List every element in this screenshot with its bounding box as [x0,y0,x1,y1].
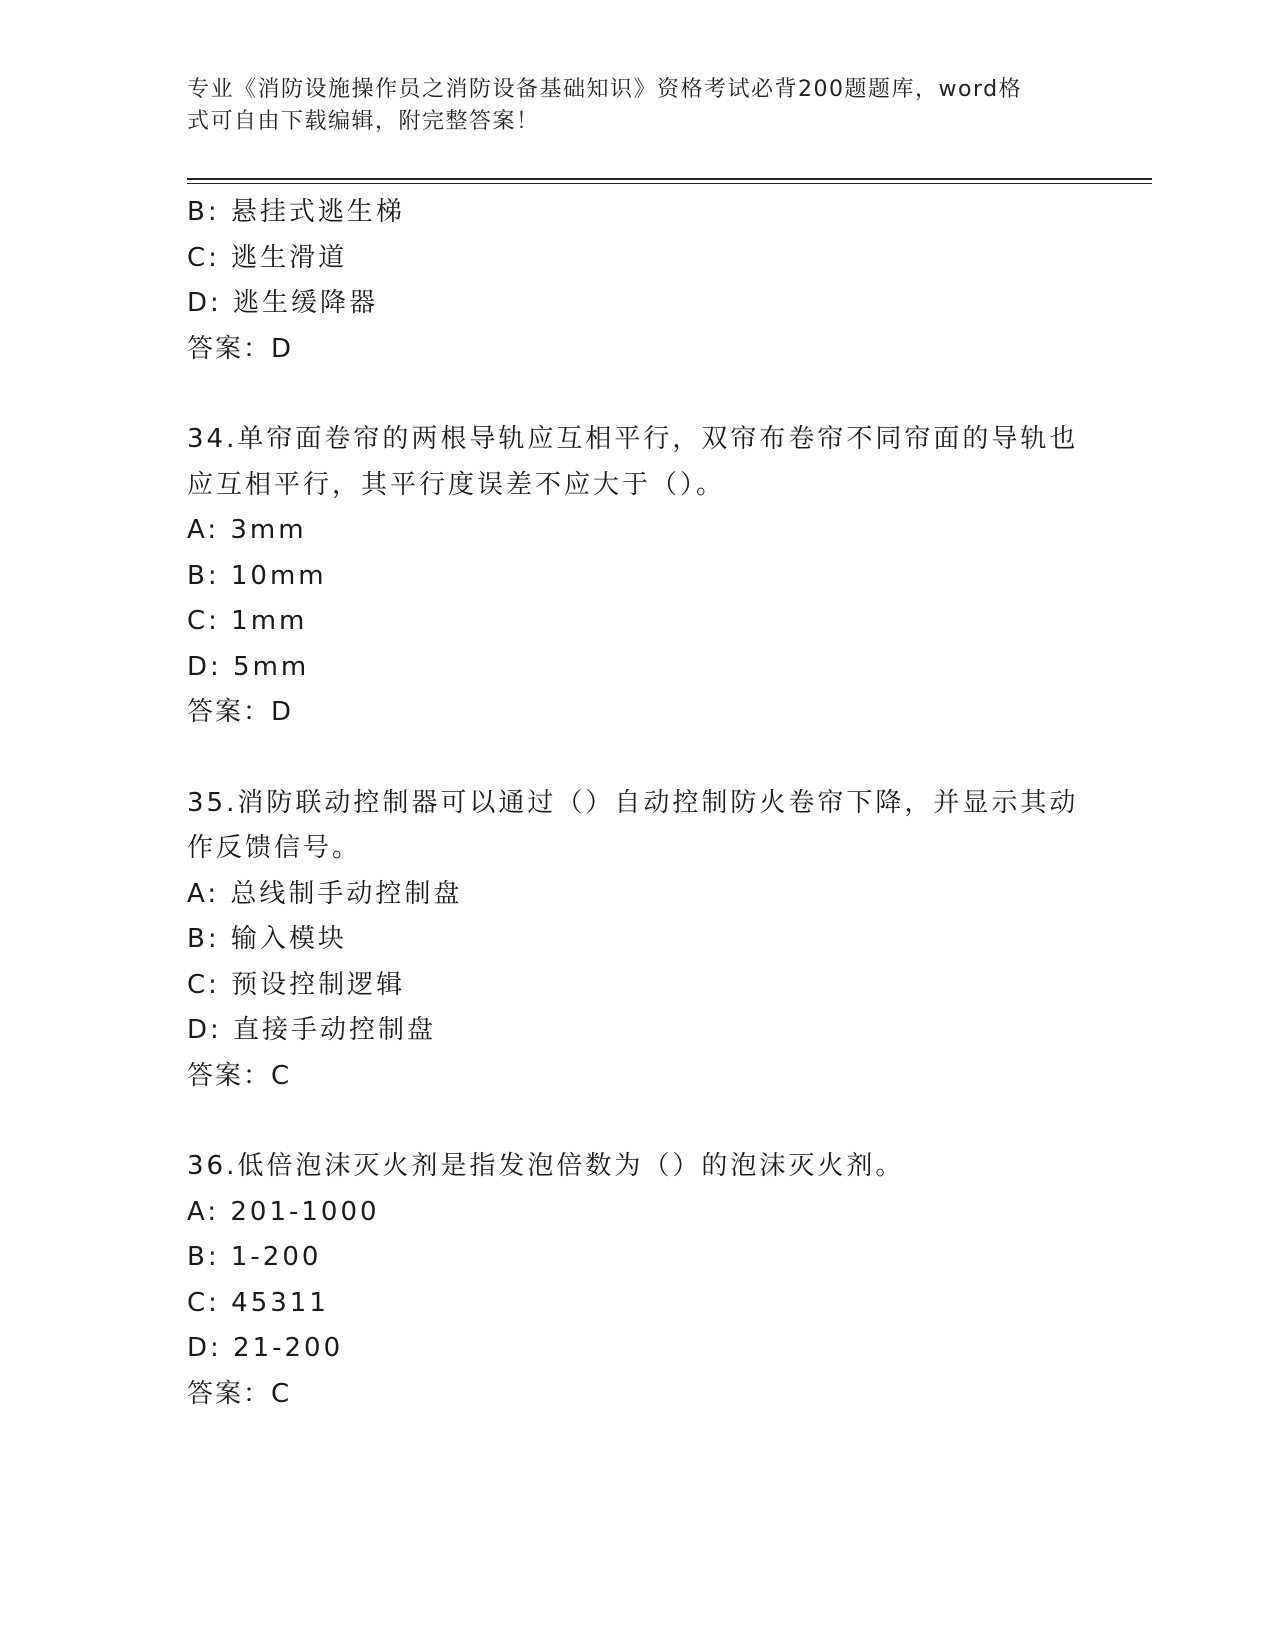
option-c: C: 1mm [187,606,308,636]
question-stem-line-1: 34.单帘面卷帘的两根导轨应互相平行，双帘布卷帘不同帘面的导轨也 [187,424,1079,454]
option-b: B: 1-200 [187,1242,322,1272]
option-d: D: 21-200 [187,1333,344,1363]
question-35 [187,781,1087,1100]
option-d: D: 5mm [187,651,310,682]
option-a: A: 201-1000 [187,1196,380,1227]
header-line-2: 式可自由下载编辑，附完整答案！ [187,109,540,134]
question-36 [187,1144,1087,1417]
option-d: D: 直接手动控制盘 [187,1015,437,1045]
answer: 答案：D [187,333,294,364]
option-b: B: 悬挂式逃生梯 [187,197,405,227]
answer: 答案：C [187,1378,292,1409]
header-line-1: 专业《消防设施操作员之消防设备基础知识》资格考试必背200题题库，word格 [187,77,1023,102]
header-divider [187,178,1152,184]
option-c: C: 逃生滑道 [187,242,348,273]
option-d: D: 逃生缓降器 [187,288,379,318]
option-a: A: 总线制手动控制盘 [187,878,463,909]
option-a: A: 3mm [187,515,307,545]
option-c: C: 45311 [187,1287,329,1318]
question-continued [187,190,1087,372]
option-c: C: 预设控制逻辑 [187,969,406,1000]
question-stem-line-2: 应互相平行，其平行度误差不应大于（）。 [187,469,726,500]
answer: 答案：D [187,697,294,727]
option-b: B: 10mm [187,560,327,591]
question-stem-line-2: 作反馈信号。 [187,833,362,863]
question-stem-line-1: 35.消防联动控制器可以通过（）自动控制防火卷帘下降，并显示其动 [187,787,1079,818]
answer: 答案：C [187,1060,292,1091]
question-stem-line-1: 36.低倍泡沫灭火剂是指发泡倍数为（）的泡沫灭火剂。 [187,1151,905,1181]
option-b: B: 输入模块 [187,924,347,954]
question-list [187,190,1087,1417]
document-header [187,74,1067,138]
question-34 [187,417,1087,736]
